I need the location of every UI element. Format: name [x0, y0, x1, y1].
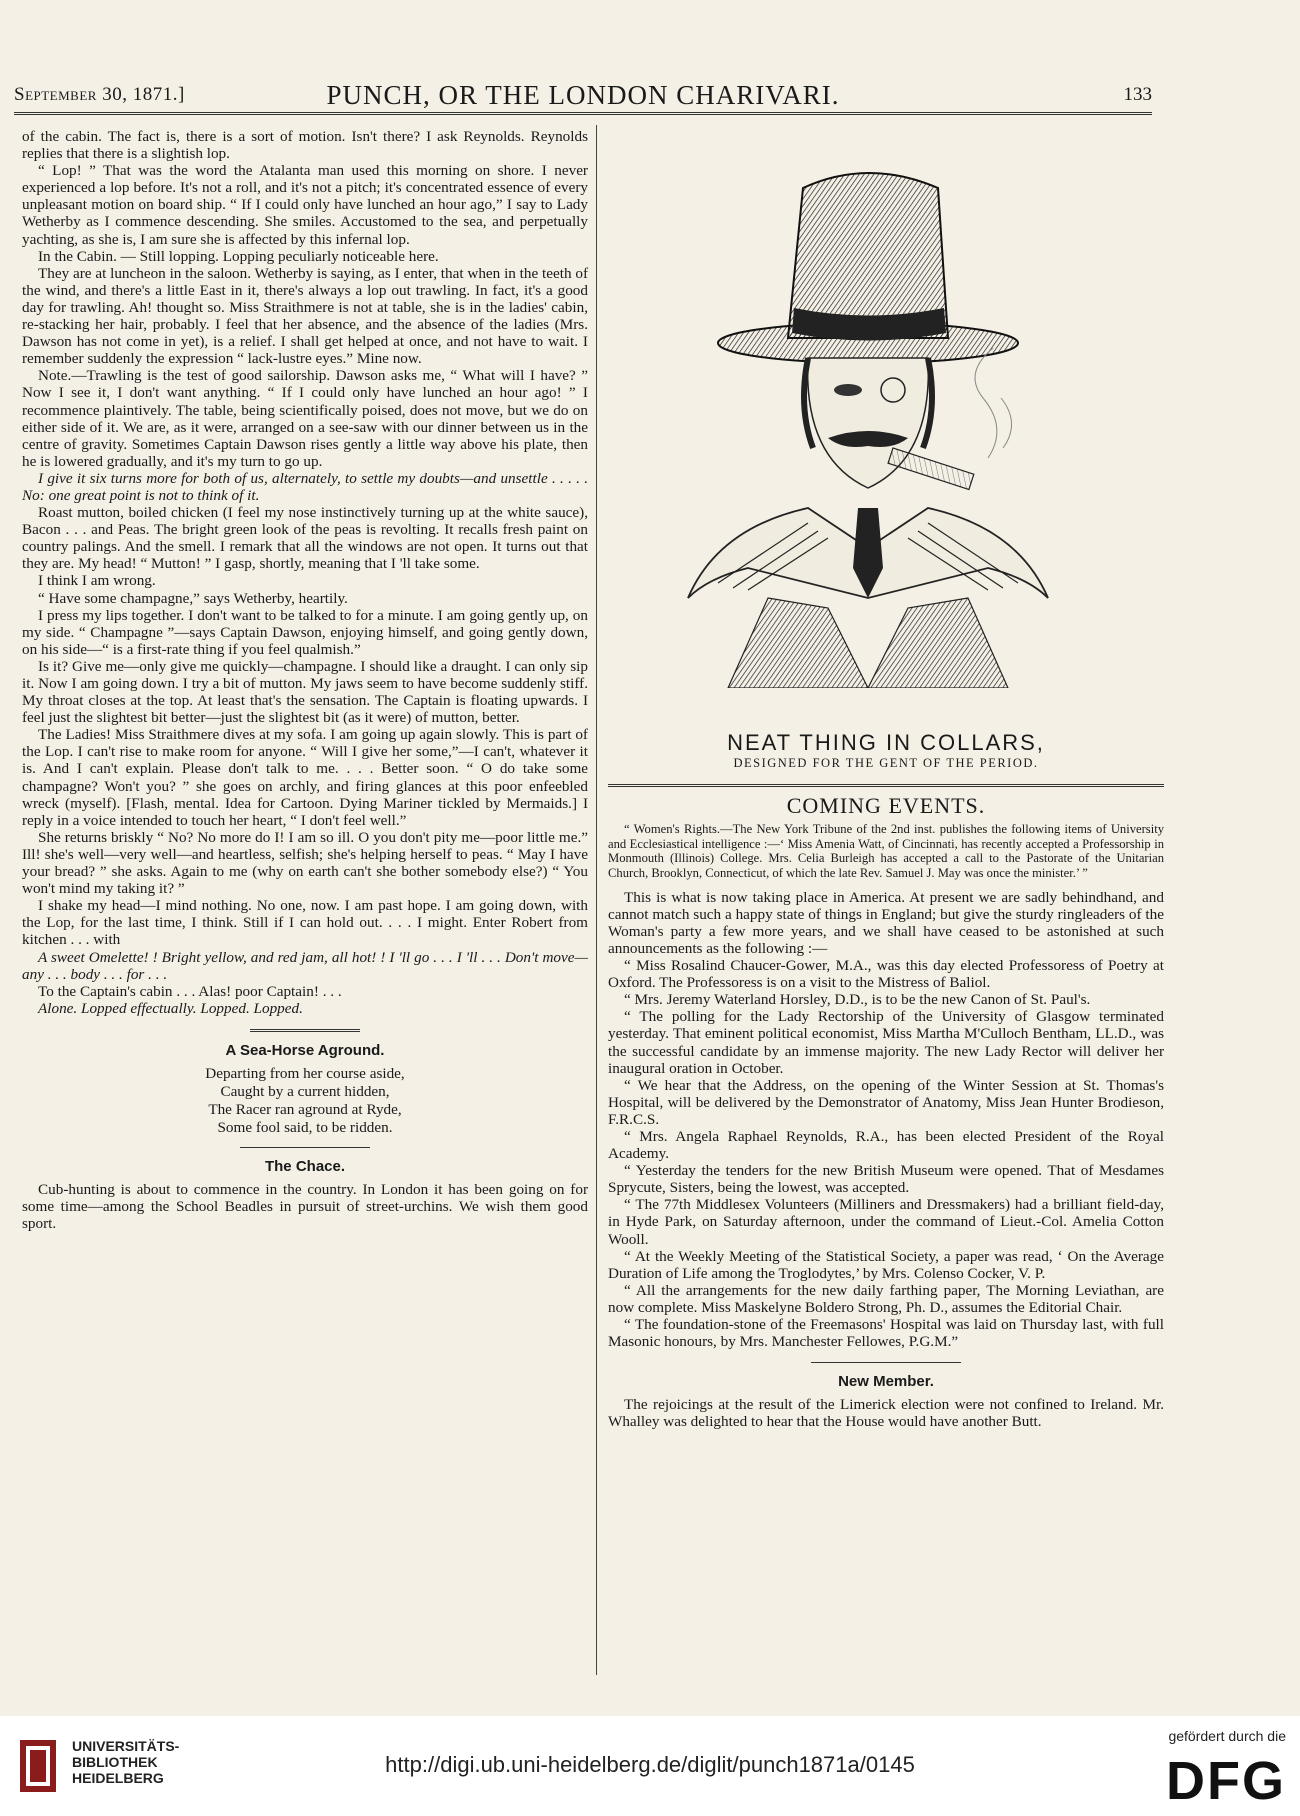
paragraph: A sweet Omelette! ! Bright yellow, and red jam, all hot! ! I 'll go . . . I 'll . . . Don't move—any . . . body . . . for . . .	[22, 948, 588, 983]
paragraph: “ We hear that the Address, on the opening of the Winter Session at St. Thomas's Hospital, will be delivered by the Demonstrator of Anatomy, Miss Jean Hunter Brodieson, F.R.C.S.	[608, 1076, 1164, 1128]
poem-line: The Racer ran aground at Ryde,	[208, 1100, 402, 1118]
institution-line: UNIVERSITÄTS-	[72, 1738, 180, 1754]
sea-horse-title: A Sea-Horse Aground.	[225, 1041, 385, 1059]
section-rule	[240, 1147, 370, 1148]
dfg-logo: DFG	[1166, 1751, 1286, 1811]
paragraph: In the Cabin. — Still lopping. Lopping peculiarly noticeable here.	[38, 247, 439, 265]
poem-line: Caught by a current hidden,	[220, 1082, 390, 1100]
right-column	[608, 128, 1164, 1430]
illustration-caption-title: NEAT THING IN COLLARS,	[727, 730, 1045, 755]
sea-horse-poem	[22, 1065, 588, 1137]
paragraph: I shake my head—I mind nothing. No one, now. I am past hope. I am going down, with the Lop, for the last time, I think. Still if I can hold out. . . . I might. Enter Robert from kitchen . . . with	[22, 897, 588, 949]
paragraph: “ Yesterday the tenders for the new British Museum were opened. That of Mesdames Sprycute, Sisters, being the lowest, was accepted.	[608, 1162, 1164, 1197]
digitization-footer	[0, 1716, 1300, 1816]
paragraph: She returns briskly “ No? No more do I! I am so ill. O you don't pity me—poor little me.” Ill! she's well—very well—and heartless, selfish; she's helping herself to peas. “ May I have your bread? ” she asks. Again to me (why on earth can't she bother somebody else?) “ You won't mind my taking it? ”	[22, 828, 588, 898]
gent-in-collar-illustration	[608, 128, 1164, 688]
source-url-link[interactable]: http://digi.ub.uni-heidelberg.de/diglit/punch1871a/0145	[385, 1752, 915, 1777]
paragraph: To the Captain's cabin . . . Alas! poor Captain! . . .	[38, 982, 342, 1000]
paragraph: “ Miss Rosalind Chaucer-Gower, M.A., was this day elected Professoress of Poetry at Oxford. The Professoress is on a visit to the Mistress of Baliol.	[608, 957, 1164, 992]
paragraph: “ The polling for the Lady Rectorship of the University of Glasgow terminated yesterday. That eminent political economist, Miss Martha M'Culloch Bentham, LL.D., was the successful candidate by an immense majority. The new Lady Rector will deliver her inaugural oration in October.	[608, 1008, 1164, 1077]
paragraph: “ Have some champagne,” says Wetherby, heartily.	[38, 589, 348, 607]
paragraph: “ Lop! ” That was the word the Atalanta man used this morning on shore. I never experienced a lop before. It's not a roll, and it's not a pitch; it's concentrated essence of every unpleasant motion on board ship. “ If I could only have lunched an hour ago,” I say to Lady Wetherby as I commence descending. She smiles. Accustomed to the sea, and perpetually yachting, as she is, I am sure she is affected by this infernal lop.	[22, 162, 588, 248]
paragraph: Note.—Trawling is the test of good sailorship. Dawson asks me, “ What will I have? ” Now I see it, I don't want anything. “ If I could only have lunched an hour ago! ” I recommence plaintively. The table, being scientifically poised, does not move, but we do on either side of it. We are, as it were, arranged on a see-saw with our dinner between us in the centre of gravity. Sometimes Captain Dawson rises gently a little way above his plate, then he is lowered gradually, and it's my turn to go up.	[22, 367, 588, 470]
section-rule	[608, 784, 1164, 787]
illustration-caption-subtitle: DESIGNED FOR THE GENT OF THE PERIOD.	[733, 756, 1039, 771]
institution-line: BIBLIOTHEK	[72, 1754, 158, 1770]
header-date: September 30, 1871.]	[14, 84, 185, 105]
funded-by-label: gefördert durch die	[1168, 1728, 1286, 1744]
paragraph: “ All the arrangements for the new daily farthing paper, The Morning Leviathan, are now complete. Miss Maskelyne Boldero Strong, Ph. D., assumes the Editorial Chair.	[608, 1281, 1164, 1316]
section-rule	[250, 1029, 360, 1032]
paragraph: I press my lips together. I don't want to be talked to for a minute. I am going gently up, on my side. “ Champagne ”—says Captain Dawson, enjoying himself, and going gently down, on his side—“ is a first-rate thing if you feel qualmish.”	[22, 606, 588, 658]
paragraph: Roast mutton, boiled chicken (I feel my nose instinctively turning up at the white sauce), Bacon . . . and Peas. The bright green look of the peas is revolting. It recalls fresh paint on country palings. And the smell. I remark that all the windows are not open. It turns out that they are. My head! “ Mutton! ” I gasp, shortly, meaning that I 'll take some.	[22, 504, 588, 573]
cartoon-illustration	[608, 128, 1164, 728]
coming-events-intro: “ Women's Rights.—The New York Tribune of the 2nd inst. publishes the following items of University and Ecclesiastical intelligence :—‘ Miss Amenia Watt, of Cincinnati, has recently accepted a Professorship in Monmouth (Illinois) College. Mrs. Celia Burleigh has accepted a call to the Pastorate of the Unitarian Church, Brooklyn, Connecticut, of which the late Rev. Samuel J. May was once the minister.’ ”	[608, 822, 1164, 881]
section-rule	[811, 1362, 961, 1363]
poem-line: Some fool said, to be ridden.	[217, 1118, 393, 1136]
paragraph: of the cabin. The fact is, there is a sort of motion. Isn't there? I ask Reynolds. Reynolds replies that there is a slightish lop.	[22, 128, 588, 163]
poem-line: Departing from her course aside,	[205, 1064, 405, 1082]
paragraph: I give it six turns more for both of us, alternately, to settle my doubts—and unsettle . . . . . No: one great point is not to think of it.	[22, 469, 588, 504]
paragraph: “ Mrs. Jeremy Waterland Horsley, D.D., is to be the new Canon of St. Paul's.	[624, 991, 1091, 1009]
paragraph: Is it? Give me—only give me quickly—champagne. I should like a draught. I can only sip it. Now I am going down. I try a bit of mutton. My jaws seem to have become suddenly stiff. My throat closes at the top. At least that's the sensation. The Captain is floating upwards. I feel just the slightest bit better—just the slightest bit (as it were) of mutton, better.	[22, 657, 588, 727]
paragraph: “ At the Weekly Meeting of the Statistical Society, a paper was read, ‘ On the Average Duration of Life among the Troglodytes,’ by Mrs. Colenso Cocker, V. P.	[608, 1247, 1164, 1282]
paragraph: I think I am wrong.	[38, 572, 156, 590]
left-column	[22, 128, 588, 1232]
header-page-number: 133	[1123, 84, 1152, 105]
chace-text: Cub-hunting is about to commence in the country. In London it has been going on for some time—among the School Beadles in pursuit of street-urchins. We wish them good sport.	[22, 1181, 588, 1233]
coming-events-title: COMING EVENTS.	[786, 793, 986, 819]
paragraph: Alone. Lopped effectually. Lopped. Lopped.	[38, 999, 303, 1017]
new-member-text: The rejoicings at the result of the Limerick election were not confined to Ireland. Mr. Whalley was delighted to hear that the House would have another Butt.	[608, 1396, 1164, 1431]
column-divider	[596, 125, 597, 1675]
chace-title: The Chace.	[264, 1157, 346, 1175]
new-member-title: New Member.	[838, 1373, 934, 1391]
paragraph: “ Mrs. Angela Raphael Reynolds, R.A., has been elected President of the Royal Academy.	[608, 1127, 1164, 1163]
paragraph: This is what is now taking place in America. At present we are sadly behindhand, and cannot match such a happy state of things in England; but give the sturdy ringleaders of the Woman's party a few more years, and we shall have ceased to be astonished at such announcements as the following :—	[608, 888, 1164, 957]
paragraph: “ The 77th Middlesex Volunteers (Milliners and Dressmakers) had a brilliant field-day, in Hyde Park, on Saturday afternoon, under the command of Lieut.-Col. Amelia Cotton Wooll.	[608, 1196, 1164, 1248]
page-header	[14, 76, 1152, 115]
paragraph: They are at luncheon in the saloon. Wetherby is saying, as I enter, that when in the teeth of the wind, and there's a little East in it, there's always a lop out trawling. In fact, it's a good day for trawling. Ah! thought so. Miss Straithmere is not at table, she is in the ladies' cabin, re-stacking her hair, probably. I feel that her absence, and the absence of the ladies (Mrs. Dawson has not come in yet), is a relief. I shall get helped at once, and not have to wait. I remember suddenly the expression “ lack-lustre eyes.” Mine now.	[22, 264, 588, 368]
institution-line: HEIDELBERG	[72, 1770, 164, 1786]
paragraph: “ The foundation-stone of the Freemasons' Hospital was laid on Thursday last, with full Masonic honours, by Mrs. Manchester Fellowes, P.G.M.”	[608, 1316, 1164, 1351]
header-title: PUNCH, OR THE LONDON CHARIVARI.	[326, 80, 840, 110]
paragraph: The Ladies! Miss Straithmere dives at my sofa. I am going up again slowly. This is part of the Lop. I can't rise to make room for anyone. “ Will I give her some,”—I can't, whatever it is. And I can't explain. Please don't talk to me. . . . Better soon. “ O do take some champagne? Won't you? ” she goes on archly, and firing glances at this poor enfeebled wreck (myself). [Flash, mental. Idea for Cartoon. Dying Mariner tickled by Mermaids.] I reply in a voice intended to touch her heart, “ I don't feel well.”	[22, 726, 588, 829]
